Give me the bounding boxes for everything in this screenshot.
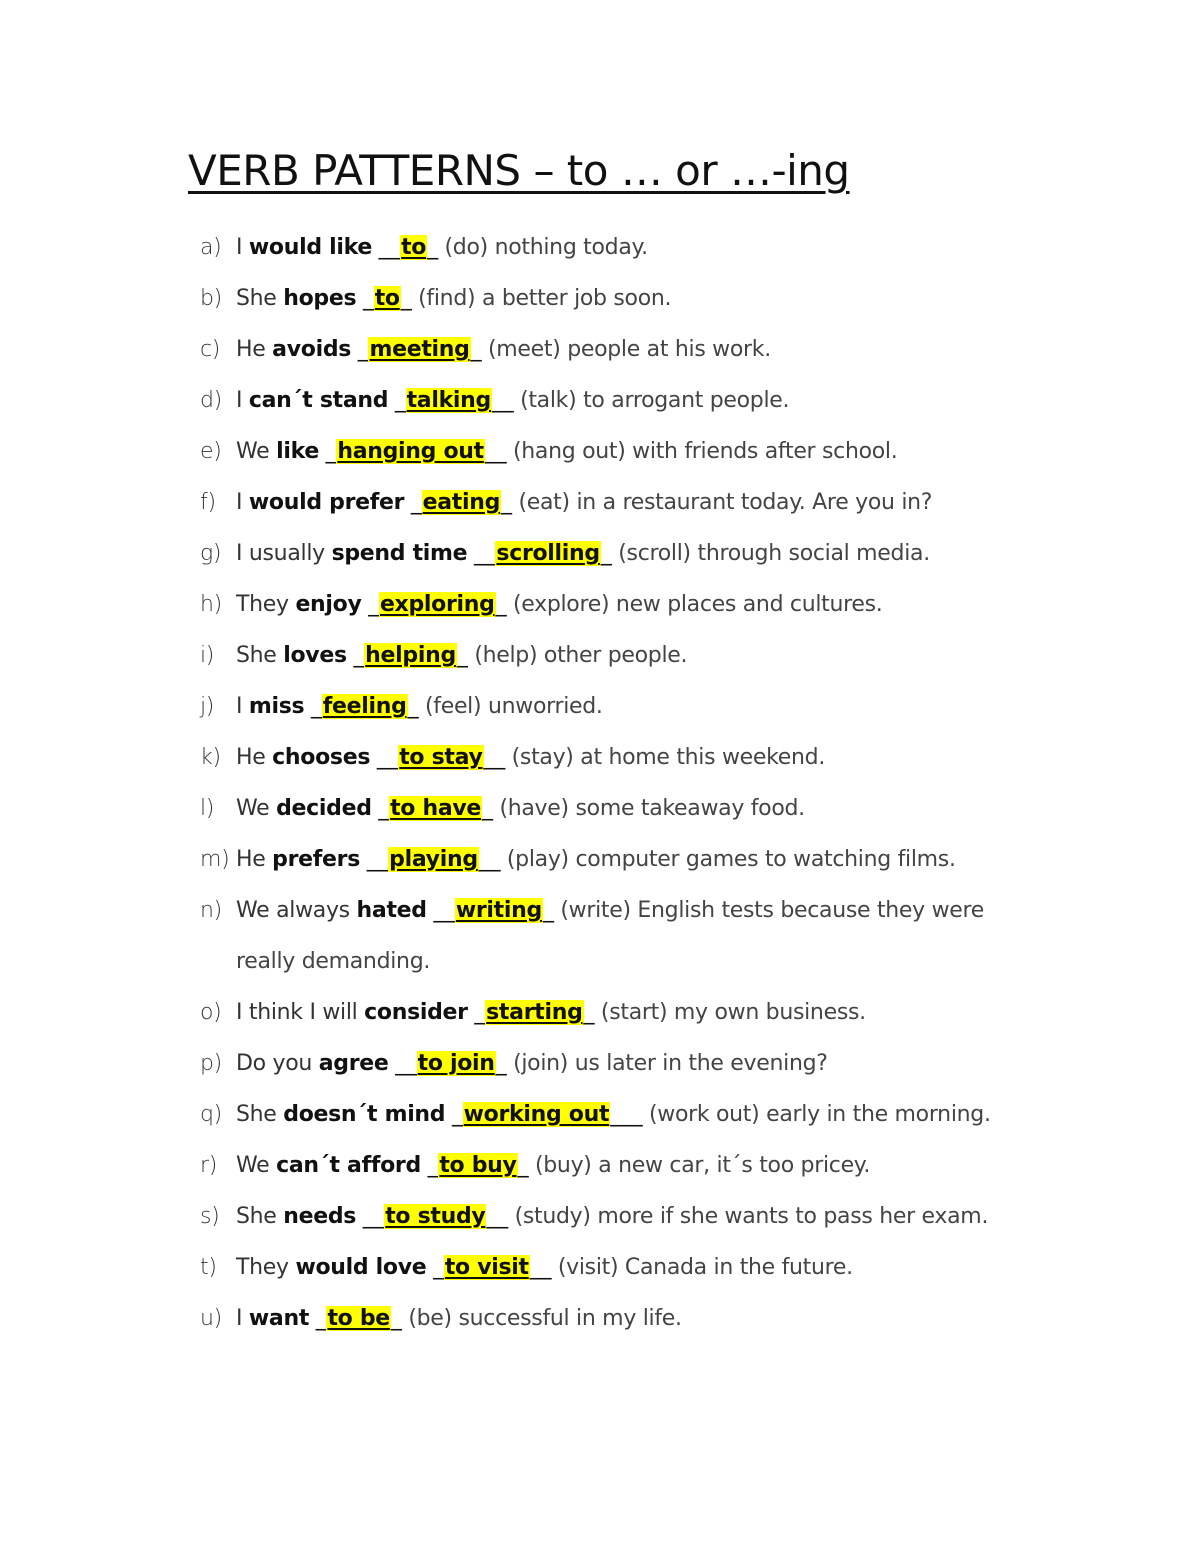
item-answer: to study bbox=[385, 1204, 486, 1229]
item-prefix: They bbox=[236, 1255, 296, 1280]
item-sentence bbox=[236, 490, 932, 515]
exercise-item bbox=[200, 783, 1060, 834]
item-rest: (help) other people. bbox=[474, 643, 688, 668]
item-letter: l) bbox=[200, 796, 215, 821]
item-sentence bbox=[236, 541, 930, 566]
item-blank-end: ___ bbox=[610, 1102, 649, 1127]
item-verb: would like bbox=[248, 235, 372, 260]
item-blank-start: _ bbox=[351, 337, 369, 362]
item-letter: p) bbox=[200, 1051, 222, 1076]
item-sentence bbox=[236, 1204, 988, 1229]
exercise-list bbox=[200, 222, 1060, 1344]
item-blank-end: _ bbox=[501, 490, 519, 515]
item-blank-end: _ bbox=[600, 541, 619, 566]
item-verb: want bbox=[248, 1306, 310, 1331]
item-verb: decided bbox=[276, 796, 372, 821]
item-blank-start: _ bbox=[388, 388, 406, 413]
item-rest: (start) my own business. bbox=[600, 1000, 866, 1025]
item-prefix: We bbox=[236, 1153, 277, 1178]
item-answer: to bbox=[401, 235, 427, 260]
item-blank-end: _ bbox=[390, 1306, 409, 1331]
exercise-item bbox=[200, 426, 1060, 477]
item-sentence bbox=[236, 694, 603, 719]
item-letter: f) bbox=[200, 490, 216, 515]
item-answer: eating bbox=[422, 490, 501, 515]
item-blank-end: _ bbox=[400, 286, 419, 311]
item-verb: miss bbox=[248, 694, 305, 719]
item-sentence bbox=[236, 337, 771, 362]
item-prefix: I bbox=[236, 694, 249, 719]
item-prefix: They bbox=[236, 592, 296, 617]
item-letter: i) bbox=[200, 643, 215, 668]
item-sentence bbox=[236, 286, 671, 311]
exercise-item bbox=[200, 273, 1060, 324]
item-prefix: He bbox=[236, 337, 273, 362]
item-answer: scrolling bbox=[496, 541, 600, 566]
item-blank-end: _ bbox=[427, 235, 445, 260]
item-blank-start: _ bbox=[371, 796, 390, 821]
item-verb: hopes bbox=[283, 286, 357, 311]
item-blank-start: _ bbox=[426, 1255, 444, 1280]
item-blank-start: _ bbox=[361, 592, 379, 617]
item-sentence bbox=[236, 1255, 853, 1280]
item-prefix: I bbox=[236, 388, 249, 413]
item-answer: talking bbox=[406, 388, 491, 413]
exercise-item bbox=[200, 1140, 1060, 1191]
item-sentence bbox=[236, 1000, 866, 1025]
item-answer: to be bbox=[327, 1306, 390, 1331]
item-blank-end: _ bbox=[495, 592, 513, 617]
item-blank-end: _ bbox=[407, 694, 425, 719]
item-prefix: We bbox=[236, 439, 277, 464]
item-verb: would love bbox=[295, 1255, 427, 1280]
item-prefix: I think I will bbox=[236, 1000, 365, 1025]
item-letter: o) bbox=[200, 1000, 222, 1025]
exercise-item bbox=[200, 1293, 1060, 1344]
item-letter: d) bbox=[200, 388, 222, 413]
exercise-item bbox=[200, 681, 1060, 732]
item-answer: meeting bbox=[369, 337, 470, 362]
item-sentence bbox=[236, 592, 883, 617]
item-verb: chooses bbox=[272, 745, 371, 770]
item-blank-start: __ bbox=[370, 745, 399, 770]
exercise-item bbox=[200, 732, 1060, 783]
item-sentence bbox=[236, 847, 956, 872]
item-blank-end: __ bbox=[483, 745, 512, 770]
item-letter: e) bbox=[200, 439, 222, 464]
item-prefix: She bbox=[236, 1102, 284, 1127]
item-prefix: She bbox=[236, 643, 284, 668]
item-sentence bbox=[236, 439, 897, 464]
item-letter: k) bbox=[200, 745, 221, 770]
item-verb: doesn´t mind bbox=[283, 1102, 446, 1127]
item-rest: (be) successful in my life. bbox=[408, 1306, 682, 1331]
exercise-item bbox=[200, 1089, 1060, 1140]
exercise-item bbox=[200, 1191, 1060, 1242]
item-answer: feeling bbox=[322, 694, 407, 719]
item-prefix: She bbox=[236, 286, 284, 311]
item-verb: would prefer bbox=[248, 490, 405, 515]
item-verb: loves bbox=[283, 643, 347, 668]
item-letter: u) bbox=[200, 1306, 222, 1331]
item-blank-end: _ bbox=[482, 796, 500, 821]
item-verb: spend time bbox=[331, 541, 468, 566]
item-letter: n) bbox=[200, 898, 222, 923]
item-verb: consider bbox=[364, 1000, 468, 1025]
item-answer: to visit bbox=[444, 1255, 529, 1280]
item-letter: b) bbox=[200, 286, 222, 311]
exercise-item bbox=[200, 1038, 1060, 1089]
item-rest: (explore) new places and cultures. bbox=[512, 592, 883, 617]
exercise-item bbox=[200, 222, 1060, 273]
item-blank-start: _ bbox=[309, 1306, 327, 1331]
item-blank-start: __ bbox=[360, 847, 389, 872]
exercise-item bbox=[200, 324, 1060, 375]
item-answer: hanging out bbox=[337, 439, 484, 464]
exercise-item bbox=[200, 528, 1060, 579]
item-prefix: I usually bbox=[236, 541, 332, 566]
item-verb: avoids bbox=[272, 337, 352, 362]
item-sentence bbox=[236, 745, 825, 770]
item-blank-start: _ bbox=[318, 439, 337, 464]
item-rest: (find) a better job soon. bbox=[418, 286, 672, 311]
item-verb: hated bbox=[356, 898, 427, 923]
item-answer: to join bbox=[417, 1051, 495, 1076]
item-blank-end: __ bbox=[478, 847, 507, 872]
item-letter: t) bbox=[200, 1255, 217, 1280]
item-prefix: We bbox=[236, 796, 277, 821]
item-rest: (hang out) with friends after school. bbox=[512, 439, 898, 464]
item-verb: agree bbox=[318, 1051, 389, 1076]
item-blank-end: __ bbox=[486, 1204, 515, 1229]
item-sentence bbox=[236, 643, 687, 668]
item-rest: (write) English tests because they were bbox=[560, 898, 985, 923]
item-blank-start: __ bbox=[426, 898, 455, 923]
item-prefix: She bbox=[236, 1204, 284, 1229]
item-answer: starting bbox=[486, 1000, 583, 1025]
item-blank-end: _ bbox=[495, 1051, 514, 1076]
item-blank-end: _ bbox=[583, 1000, 601, 1025]
item-answer: to buy bbox=[439, 1153, 517, 1178]
exercise-item bbox=[200, 630, 1060, 681]
item-blank-start: _ bbox=[356, 286, 374, 311]
item-rest: (work out) early in the morning. bbox=[648, 1102, 991, 1127]
item-blank-start: _ bbox=[346, 643, 365, 668]
exercise-item-continuation bbox=[200, 936, 1060, 987]
item-rest: (talk) to arrogant people. bbox=[520, 388, 790, 413]
exercise-item bbox=[200, 1242, 1060, 1293]
item-letter: q) bbox=[200, 1102, 222, 1127]
item-letter: g) bbox=[200, 541, 222, 566]
item-prefix: Do you bbox=[236, 1051, 319, 1076]
item-answer: to bbox=[374, 286, 400, 311]
item-rest: (play) computer games to watching films. bbox=[506, 847, 956, 872]
item-letter: a) bbox=[200, 235, 222, 260]
exercise-item bbox=[200, 375, 1060, 426]
item-answer: to stay bbox=[399, 745, 483, 770]
item-sentence bbox=[236, 796, 805, 821]
item-blank-start: _ bbox=[420, 1153, 439, 1178]
item-rest: (eat) in a restaurant today. Are you in? bbox=[518, 490, 933, 515]
exercise-item bbox=[200, 579, 1060, 630]
item-letter: m) bbox=[200, 847, 230, 872]
item-blank-start: _ bbox=[467, 1000, 486, 1025]
item-verb: like bbox=[276, 439, 319, 464]
item-rest: (buy) a new car, it´s too pricey. bbox=[534, 1153, 871, 1178]
item-letter: r) bbox=[200, 1153, 218, 1178]
item-rest: (scroll) through social media. bbox=[618, 541, 930, 566]
item-prefix: He bbox=[236, 847, 273, 872]
item-sentence bbox=[236, 1306, 682, 1331]
item-verb: prefers bbox=[272, 847, 361, 872]
item-blank-end: __ bbox=[529, 1255, 558, 1280]
item-sentence bbox=[236, 1051, 828, 1076]
item-letter: h) bbox=[200, 592, 222, 617]
item-blank-start: __ bbox=[371, 235, 401, 260]
item-rest: (visit) Canada in the future. bbox=[557, 1255, 853, 1280]
item-answer: to have bbox=[390, 796, 482, 821]
item-answer: working out bbox=[463, 1102, 610, 1127]
item-blank-end: _ bbox=[456, 643, 475, 668]
item-blank-end: __ bbox=[484, 439, 513, 464]
item-letter: s) bbox=[200, 1204, 220, 1229]
item-prefix: We always bbox=[236, 898, 357, 923]
item-rest: (stay) at home this weekend. bbox=[511, 745, 826, 770]
item-letter: j) bbox=[200, 694, 215, 719]
item-sentence bbox=[236, 1102, 991, 1127]
item-rest: (have) some takeaway food. bbox=[499, 796, 805, 821]
item-prefix: I bbox=[236, 490, 249, 515]
item-blank-start: _ bbox=[304, 694, 322, 719]
exercise-item bbox=[200, 834, 1060, 885]
item-sentence bbox=[236, 898, 984, 923]
item-answer: playing bbox=[389, 847, 478, 872]
item-blank-end: __ bbox=[491, 388, 521, 413]
item-blank-start: __ bbox=[356, 1204, 385, 1229]
item-rest: (study) more if she wants to pass her exam. bbox=[514, 1204, 989, 1229]
item-verb: needs bbox=[283, 1204, 357, 1229]
worksheet-title: VERB PATTERNS – to … or …-ing bbox=[188, 146, 850, 195]
item-rest: (join) us later in the evening? bbox=[513, 1051, 828, 1076]
item-sentence bbox=[236, 235, 648, 260]
item-verb: can´t afford bbox=[276, 1153, 421, 1178]
exercise-item bbox=[200, 987, 1060, 1038]
item-answer: helping bbox=[365, 643, 456, 668]
item-rest: really demanding. bbox=[236, 949, 431, 974]
item-blank-end: _ bbox=[470, 337, 489, 362]
exercise-item bbox=[200, 477, 1060, 528]
item-prefix: I bbox=[236, 1306, 249, 1331]
item-prefix: He bbox=[236, 745, 273, 770]
item-sentence bbox=[236, 388, 789, 413]
item-blank-start: _ bbox=[445, 1102, 463, 1127]
item-answer: writing bbox=[455, 898, 542, 923]
item-rest: (do) nothing today. bbox=[444, 235, 648, 260]
item-blank-start: _ bbox=[404, 490, 422, 515]
item-rest: (feel) unworried. bbox=[424, 694, 603, 719]
item-answer: exploring bbox=[379, 592, 495, 617]
item-verb: can´t stand bbox=[248, 388, 389, 413]
item-blank-end: _ bbox=[542, 898, 561, 923]
item-sentence bbox=[236, 1153, 870, 1178]
item-blank-start: __ bbox=[388, 1051, 417, 1076]
exercise-item bbox=[200, 885, 1060, 936]
item-blank-start: __ bbox=[467, 541, 496, 566]
item-verb: enjoy bbox=[295, 592, 362, 617]
item-letter: c) bbox=[200, 337, 221, 362]
item-rest: (meet) people at his work. bbox=[488, 337, 771, 362]
item-blank-end: _ bbox=[517, 1153, 535, 1178]
item-prefix: I bbox=[236, 235, 249, 260]
